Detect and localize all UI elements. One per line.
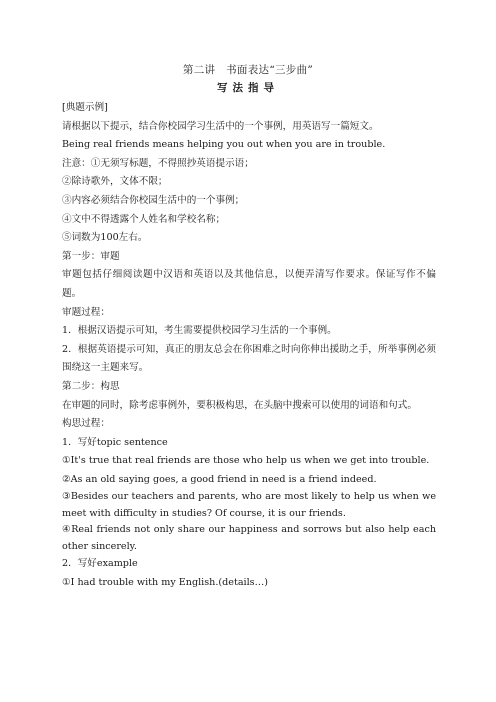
note-2: ②除诗歌外，文体不限；	[62, 176, 168, 188]
section-subtitle: 写法指导	[217, 82, 279, 94]
step-2-description: 在审题的同时，除考虑事例外，要积极构思，在头脑中搜索可以使用的词语和句式。	[62, 399, 417, 411]
task-instruction: 请根据以下提示，结合你校园学习生活中的一个事例，用英语写一篇短文。	[62, 120, 379, 132]
english-prompt: Being real friends means helping you out when you are in trouble.	[62, 139, 386, 151]
step-2-heading: 第二步：构思	[62, 380, 120, 392]
review-process-heading: 审题过程：	[62, 306, 110, 318]
topic-sentence-1: ①It's true that real friends are those who help us when we get into trouble.	[62, 455, 430, 467]
note-5: ⑤词数为100左右。	[62, 232, 148, 244]
example-1: ①I had trouble with my English.(details…)	[62, 577, 268, 589]
document-body	[62, 99, 436, 593]
example-heading: 2．写好example	[62, 558, 138, 570]
topic-sentence-4: ④Real friends not only share our happiness and sorrows but also help each other sincerely.	[62, 524, 436, 552]
review-point-1: 1．根据汉语提示可知，考生需要提供校园学习生活的一个事例。	[62, 325, 337, 337]
review-point-2: 2．根据英语提示可知，真正的朋友总会在你困难之时向你伸出援助之手，所举事例必须围绕这一主题来写。	[62, 343, 436, 374]
step-1-description: 审题包括仔细阅读题中汉语和英语以及其他信息，以便弄清写作要求。保证写作不偏题。	[62, 269, 436, 299]
planning-process-heading: 构思过程：	[62, 418, 110, 430]
step-1-heading: 第一步：审题	[62, 250, 120, 262]
note-4: ④文中不得透露个人姓名和学校名称；	[62, 213, 226, 225]
section-heading-example: [典题示例]	[62, 102, 108, 113]
topic-sentence-2: ②As an old saying goes, a good friend in need is a friend indeed.	[62, 473, 377, 485]
topic-sentence-3: ③Besides our teachers and parents, who are most likely to help us when we meet with difficulty in studies? Of course, it is our friends.	[62, 491, 436, 519]
note-3: ③内容必须结合你校园生活中的一个事例；	[62, 194, 245, 206]
note-1: 注意：①无须写标题，不得照抄英语提示语；	[62, 157, 254, 169]
topic-sentence-heading: 1．写好topic sentence	[62, 436, 168, 448]
lesson-title: 第二讲 书面表达“三步曲”	[182, 64, 314, 76]
